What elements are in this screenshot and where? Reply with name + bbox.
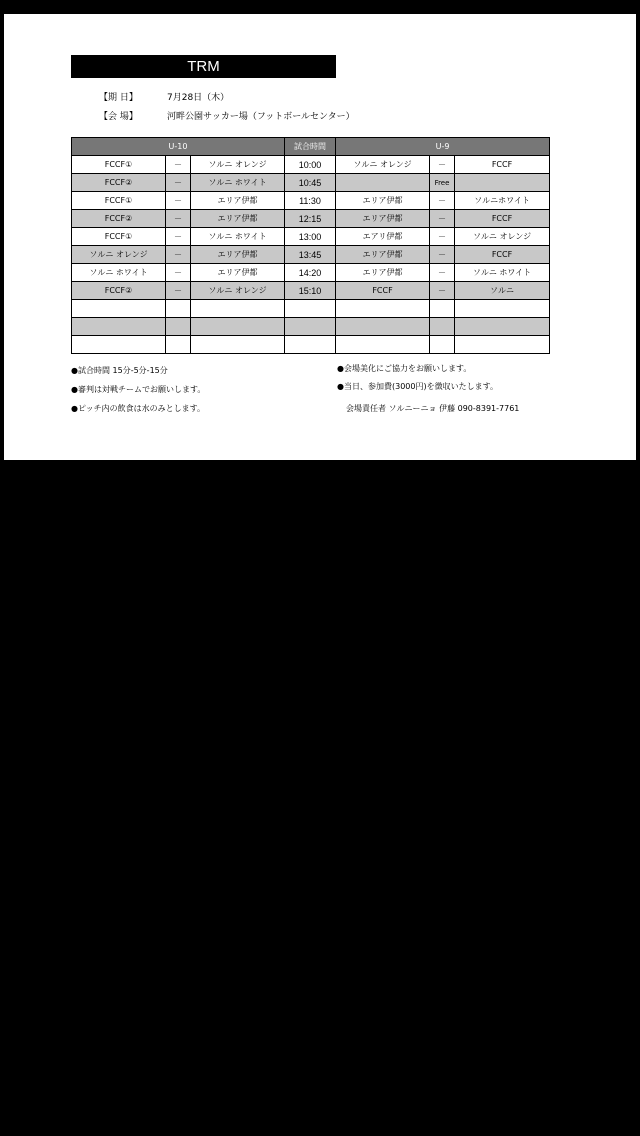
u10-vs-cell: － <box>166 192 191 210</box>
match-time-cell: 12:15 <box>285 210 336 228</box>
table-row <box>72 318 550 336</box>
u10-team-b-cell <box>191 300 285 318</box>
u10-team-b-cell: ソルニ オレンジ <box>191 282 285 300</box>
table-row <box>72 228 550 246</box>
u9-vs-cell: － <box>430 228 455 246</box>
table-row <box>72 264 550 282</box>
u9-team-b-cell <box>455 318 550 336</box>
event-date <box>99 92 229 104</box>
u9-team-a-cell: エアリ伊都 <box>336 228 430 246</box>
u10-vs-cell: － <box>166 282 191 300</box>
match-time-cell: 15:10 <box>285 282 336 300</box>
table-row <box>72 210 550 228</box>
u9-team-b-cell: ソルニ ホワイト <box>455 264 550 282</box>
header-time: 試合時間 <box>285 138 336 156</box>
u10-vs-cell: － <box>166 246 191 264</box>
u9-team-b-cell <box>455 174 550 192</box>
match-schedule-table <box>71 137 550 354</box>
match-time-cell: 10:45 <box>285 174 336 192</box>
u9-team-b-cell: FCCF <box>455 210 550 228</box>
u9-vs-cell: － <box>430 282 455 300</box>
u9-team-b-cell <box>455 336 550 354</box>
u10-team-a-cell: FCCF② <box>72 210 166 228</box>
u9-vs-cell: － <box>430 210 455 228</box>
u10-team-a-cell: FCCF② <box>72 282 166 300</box>
u10-team-b-cell: ソルニ ホワイト <box>191 174 285 192</box>
u9-team-a-cell: FCCF <box>336 282 430 300</box>
u10-team-a-cell: FCCF② <box>72 174 166 192</box>
u10-team-b-cell: エリア伊都 <box>191 192 285 210</box>
header-u9: U-9 <box>336 138 550 156</box>
u10-team-a-cell <box>72 336 166 354</box>
note-right-1: ●会場美化にご協力をお願いします。 <box>337 364 472 373</box>
u10-team-b-cell <box>191 318 285 336</box>
table-row <box>72 300 550 318</box>
document-title: TRM <box>71 55 336 78</box>
u9-vs-cell <box>430 300 455 318</box>
u9-vs-cell: － <box>430 192 455 210</box>
match-time-cell: 10:00 <box>285 156 336 174</box>
match-time-cell: 11:30 <box>285 192 336 210</box>
u10-vs-cell <box>166 318 191 336</box>
document-page <box>4 14 636 460</box>
table-row <box>72 246 550 264</box>
u9-team-b-cell: ソルニ オレンジ <box>455 228 550 246</box>
u9-team-b-cell <box>455 300 550 318</box>
u9-team-b-cell: ソルニホワイト <box>455 192 550 210</box>
venue-label: 【会 場】 <box>99 112 138 122</box>
u10-team-b-cell <box>191 336 285 354</box>
u9-team-a-cell: エリア伊都 <box>336 192 430 210</box>
u9-team-a-cell <box>336 336 430 354</box>
date-label: 【期 日】 <box>99 93 138 103</box>
u10-team-a-cell: ソルニ ホワイト <box>72 264 166 282</box>
u10-team-a-cell: FCCF① <box>72 156 166 174</box>
table-header-row <box>72 138 550 156</box>
table-row <box>72 192 550 210</box>
u10-team-a-cell <box>72 318 166 336</box>
note-right-2: ●当日、参加費(3000円)を徴収いたします。 <box>337 382 498 391</box>
table-row <box>72 282 550 300</box>
u9-vs-cell: － <box>430 246 455 264</box>
u9-team-a-cell: ソルニ オレンジ <box>336 156 430 174</box>
note-right-3: 会場責任者 ソルニーニョ 伊藤 090-8391-7761 <box>346 404 520 413</box>
u10-team-b-cell: エリア伊都 <box>191 210 285 228</box>
u10-team-a-cell: ソルニ オレンジ <box>72 246 166 264</box>
note-left-1: ●試合時間 15分-5分-15分 <box>71 366 168 375</box>
u10-vs-cell <box>166 336 191 354</box>
u10-vs-cell: － <box>166 174 191 192</box>
u9-team-a-cell <box>336 318 430 336</box>
venue-value: 河畔公園サッカー場（フットボールセンター） <box>167 112 355 122</box>
u9-vs-cell <box>430 336 455 354</box>
u10-team-b-cell: エリア伊都 <box>191 246 285 264</box>
u10-team-b-cell: ソルニ ホワイト <box>191 228 285 246</box>
table-row <box>72 156 550 174</box>
u9-vs-cell: Free <box>430 174 455 192</box>
u10-team-a-cell <box>72 300 166 318</box>
match-time-cell <box>285 336 336 354</box>
table-row <box>72 336 550 354</box>
note-left-3: ●ピッチ内の飲食は水のみとします。 <box>71 404 206 413</box>
u10-team-b-cell: ソルニ オレンジ <box>191 156 285 174</box>
date-value: 7月28日（木） <box>167 93 230 103</box>
u10-vs-cell: － <box>166 156 191 174</box>
u10-team-b-cell: エリア伊都 <box>191 264 285 282</box>
note-left-2: ●審判は対戦チームでお願いします。 <box>71 385 206 394</box>
u9-team-b-cell: ソルニ <box>455 282 550 300</box>
u9-team-a-cell: エリア伊都 <box>336 210 430 228</box>
match-time-cell: 13:45 <box>285 246 336 264</box>
match-time-cell <box>285 300 336 318</box>
u9-vs-cell: － <box>430 156 455 174</box>
u9-team-a-cell <box>336 300 430 318</box>
match-time-cell: 13:00 <box>285 228 336 246</box>
u9-team-a-cell: エリア伊都 <box>336 246 430 264</box>
u9-team-b-cell: FCCF <box>455 156 550 174</box>
u9-vs-cell: － <box>430 264 455 282</box>
u9-vs-cell <box>430 318 455 336</box>
u10-vs-cell: － <box>166 210 191 228</box>
u10-team-a-cell: FCCF① <box>72 228 166 246</box>
table-row <box>72 174 550 192</box>
header-u10: U-10 <box>72 138 285 156</box>
match-time-cell <box>285 318 336 336</box>
match-time-cell: 14:20 <box>285 264 336 282</box>
u9-team-a-cell: エリア伊都 <box>336 264 430 282</box>
event-venue <box>99 111 355 123</box>
u10-team-a-cell: FCCF① <box>72 192 166 210</box>
u9-team-b-cell: FCCF <box>455 246 550 264</box>
u10-vs-cell: － <box>166 228 191 246</box>
u9-team-a-cell <box>336 174 430 192</box>
u10-vs-cell <box>166 300 191 318</box>
u10-vs-cell: － <box>166 264 191 282</box>
